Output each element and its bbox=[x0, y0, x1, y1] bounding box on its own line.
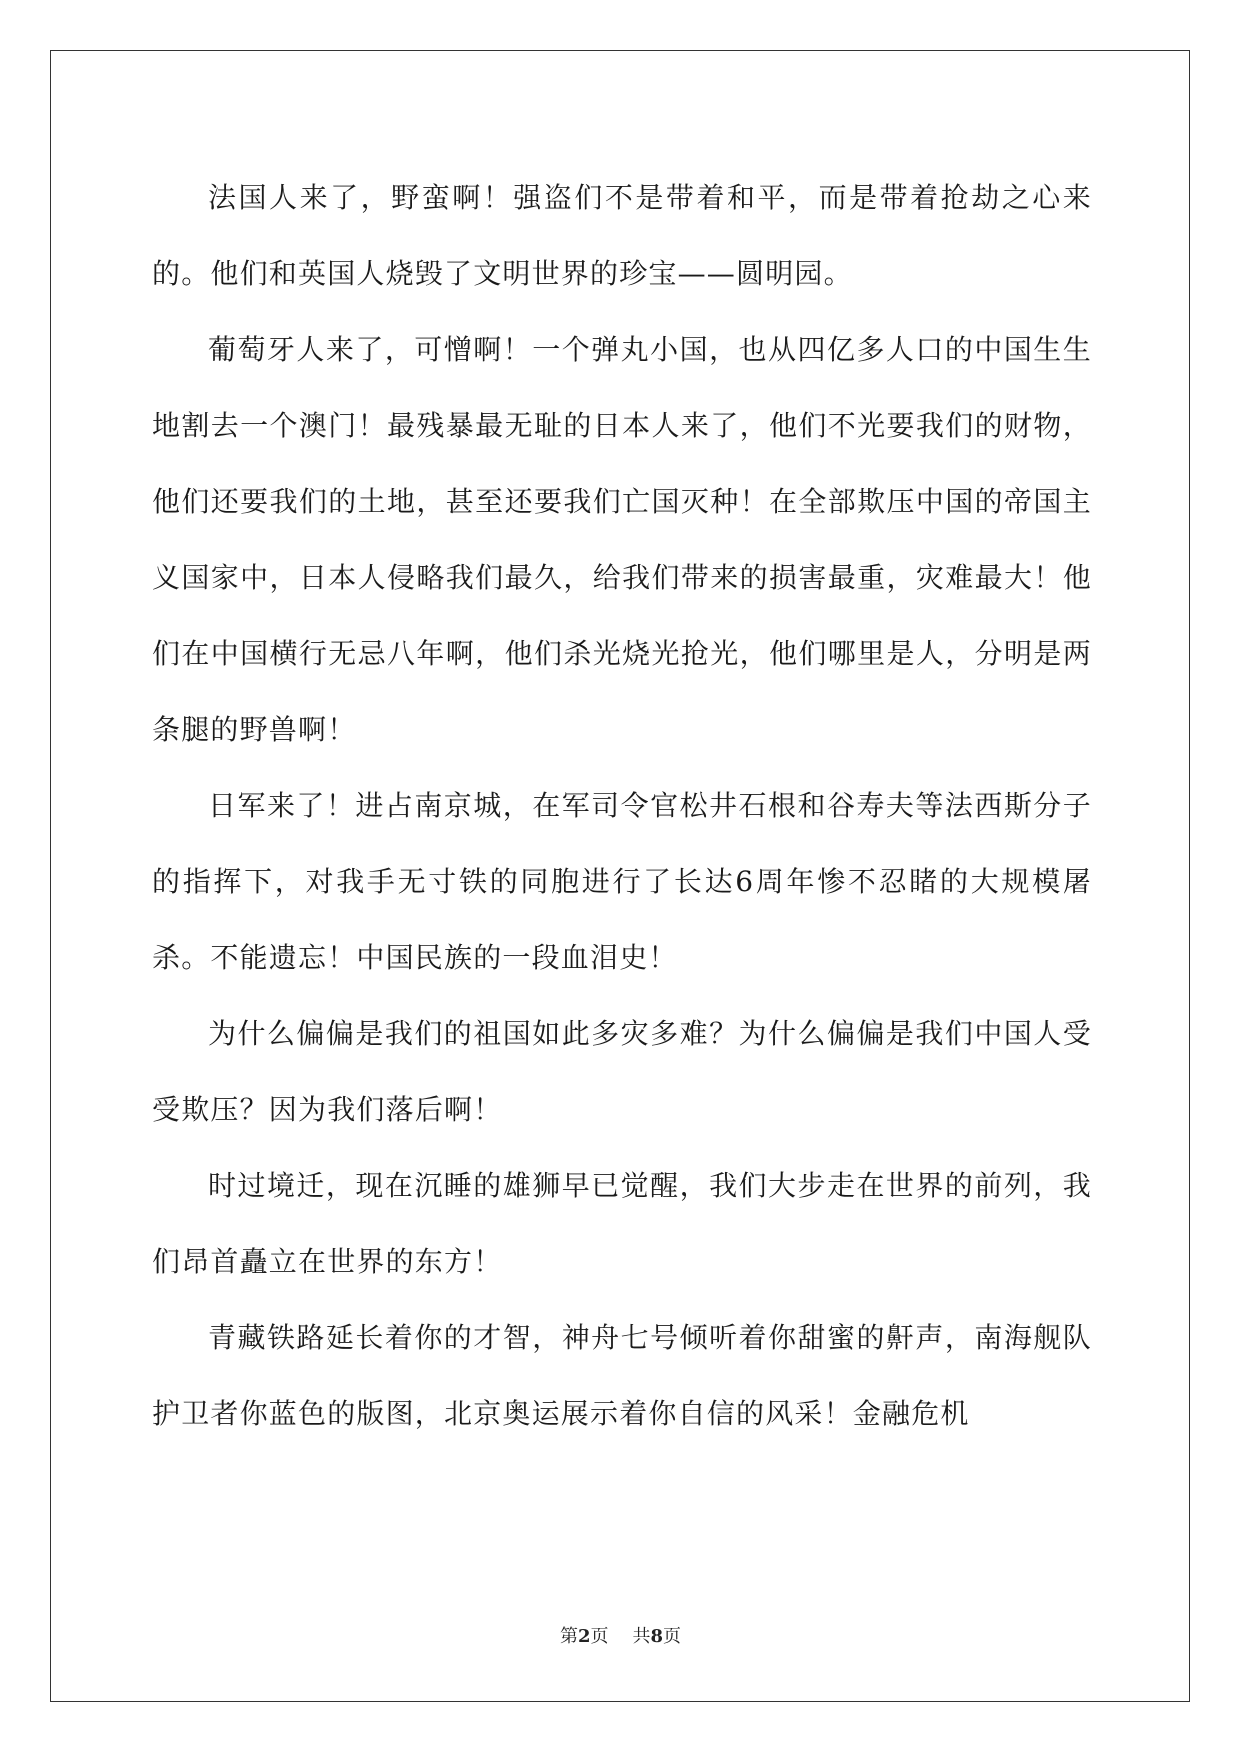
total-page-number: 8 bbox=[650, 1626, 664, 1647]
total-unit: 页 bbox=[663, 1626, 682, 1647]
paragraph-1: 法国人来了，野蛮啊！强盗们不是带着和平，而是带着抢劫之心来的。他们和英国人烧毁了文明世界的珍宝——圆明园。 bbox=[152, 181, 1092, 290]
paragraph-5: 时过境迁，现在沉睡的雄狮早已觉醒，我们大步走在世界的前列，我们昂首矗立在世界的东方！ bbox=[152, 1169, 1092, 1278]
paragraph-3: 日军来了！进占南京城，在军司令官松井石根和谷寿夫等法西斯分子的指挥下，对我手无寸铁的同胞进行了长达6周年惨不忍睹的大规模屠杀。不能遗忘！中国民族的一段血泪史！ bbox=[152, 789, 1092, 974]
total-prefix: 共 bbox=[632, 1626, 651, 1647]
current-page-number: 2 bbox=[577, 1626, 591, 1647]
page-prefix: 第 bbox=[559, 1626, 578, 1647]
page-unit: 页 bbox=[590, 1626, 609, 1647]
paragraph-6: 青藏铁路延长着你的才智，神舟七号倾听着你甜蜜的鼾声，南海舰队护卫者你蓝色的版图，北京奥运展示着你自信的风采！金融危机 bbox=[152, 1321, 1092, 1430]
paragraph-4: 为什么偏偏是我们的祖国如此多灾多难？为什么偏偏是我们中国人受受欺压？因为我们落后啊！ bbox=[152, 1017, 1092, 1126]
page-footer bbox=[0, 1622, 1241, 1648]
document-body bbox=[152, 160, 1092, 1452]
paragraph-2: 葡萄牙人来了，可憎啊！一个弹丸小国，也从四亿多人口的中国生生地割去一个澳门！最残暴最无耻的日本人来了，他们不光要我们的财物，他们还要我们的土地，甚至还要我们亡国灭种！在全部欺压中国的帝国主义国家中，日本人侵略我们最久，给我们带来的损害最重，灾难最大！他们在中国横行无忌八年啊，他们杀光烧光抢光，他们哪里是人，分明是两条腿的野兽啊！ bbox=[152, 333, 1092, 746]
